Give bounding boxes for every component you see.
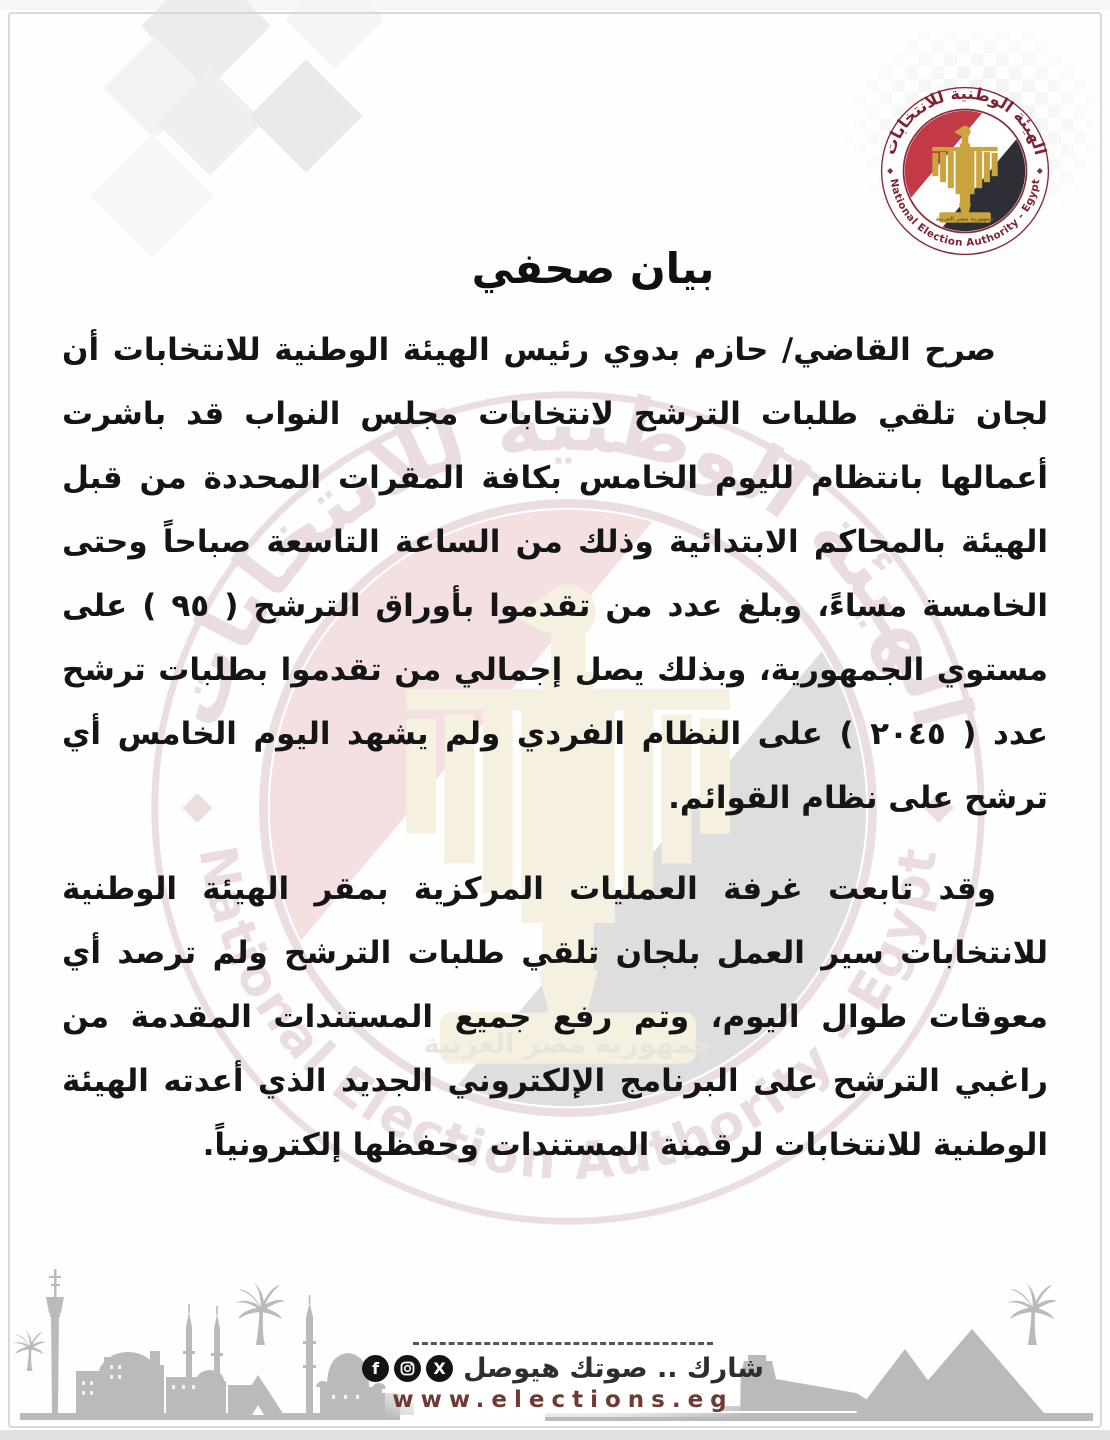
footer bbox=[372, 1336, 764, 1417]
mosque-icon bbox=[183, 1304, 226, 1415]
palm-tree-icon bbox=[13, 1329, 46, 1371]
body-paragraph-1: صرح القاضي/ حازم بدوي رئيس الهيئة الوطنية للانتخابات أن لجان تلقي طلبات الترشح لانتخابات مجلس النواب قد باشرت أعمالها بانتظام لليوم الخامس بكافة المقرات المحددة من قبل الهيئة بالمحاكم الابتدائية وذلك من الساعة التاسعة صباحاً وحتى الخامسة مساءً، وبلغ عدد من تقدموا بأوراق الترشح ( ٩٥ ) على مستوي الجمهورية، وبذلك يصل إجمالي من تقدموا بطلبات ترشح عدد ( ٢٠٤٥ ) على النظام الفردي ولم يشهد اليوم الخامس أي ترشح على نظام القوائم. bbox=[62, 332, 1048, 816]
x-icon: X bbox=[426, 1355, 453, 1382]
palm-tree-icon bbox=[235, 1281, 285, 1345]
body-paragraph-2: وقد تابعت غرفة العمليات المركزية بمقر الهيئة الوطنية للانتخابات سير العمل بلجان تلقي طلبات الترشح ولم ترصد أي معوقات طوال اليوم، وتم رفع جميع المستندات المقدمة من راغبي الترشح على البرنامج الإلكتروني الجديد الذي أعدته الهيئة الوطنية للانتخابات لرقمنة المستندات وحفظها إلكترونياً. bbox=[62, 871, 1048, 1163]
cairo-tower-icon bbox=[46, 1269, 64, 1418]
facebook-icon: f bbox=[362, 1355, 389, 1382]
instagram-icon bbox=[394, 1355, 421, 1382]
palm-tree-icon bbox=[1007, 1281, 1057, 1345]
press-release-body bbox=[62, 318, 1048, 1204]
footer-tagline: شارك .. صوتك هيوصل bbox=[463, 1353, 764, 1384]
footer-divider bbox=[413, 1342, 713, 1345]
page-bottom-strip bbox=[0, 1430, 1110, 1440]
social-icons bbox=[362, 1355, 453, 1382]
nea-logo bbox=[879, 85, 1051, 257]
great-pyramid-icon bbox=[900, 1329, 1044, 1413]
footer-website: www.elections.eg bbox=[392, 1387, 734, 1413]
press-release-title: بيان صحفي bbox=[471, 244, 715, 293]
